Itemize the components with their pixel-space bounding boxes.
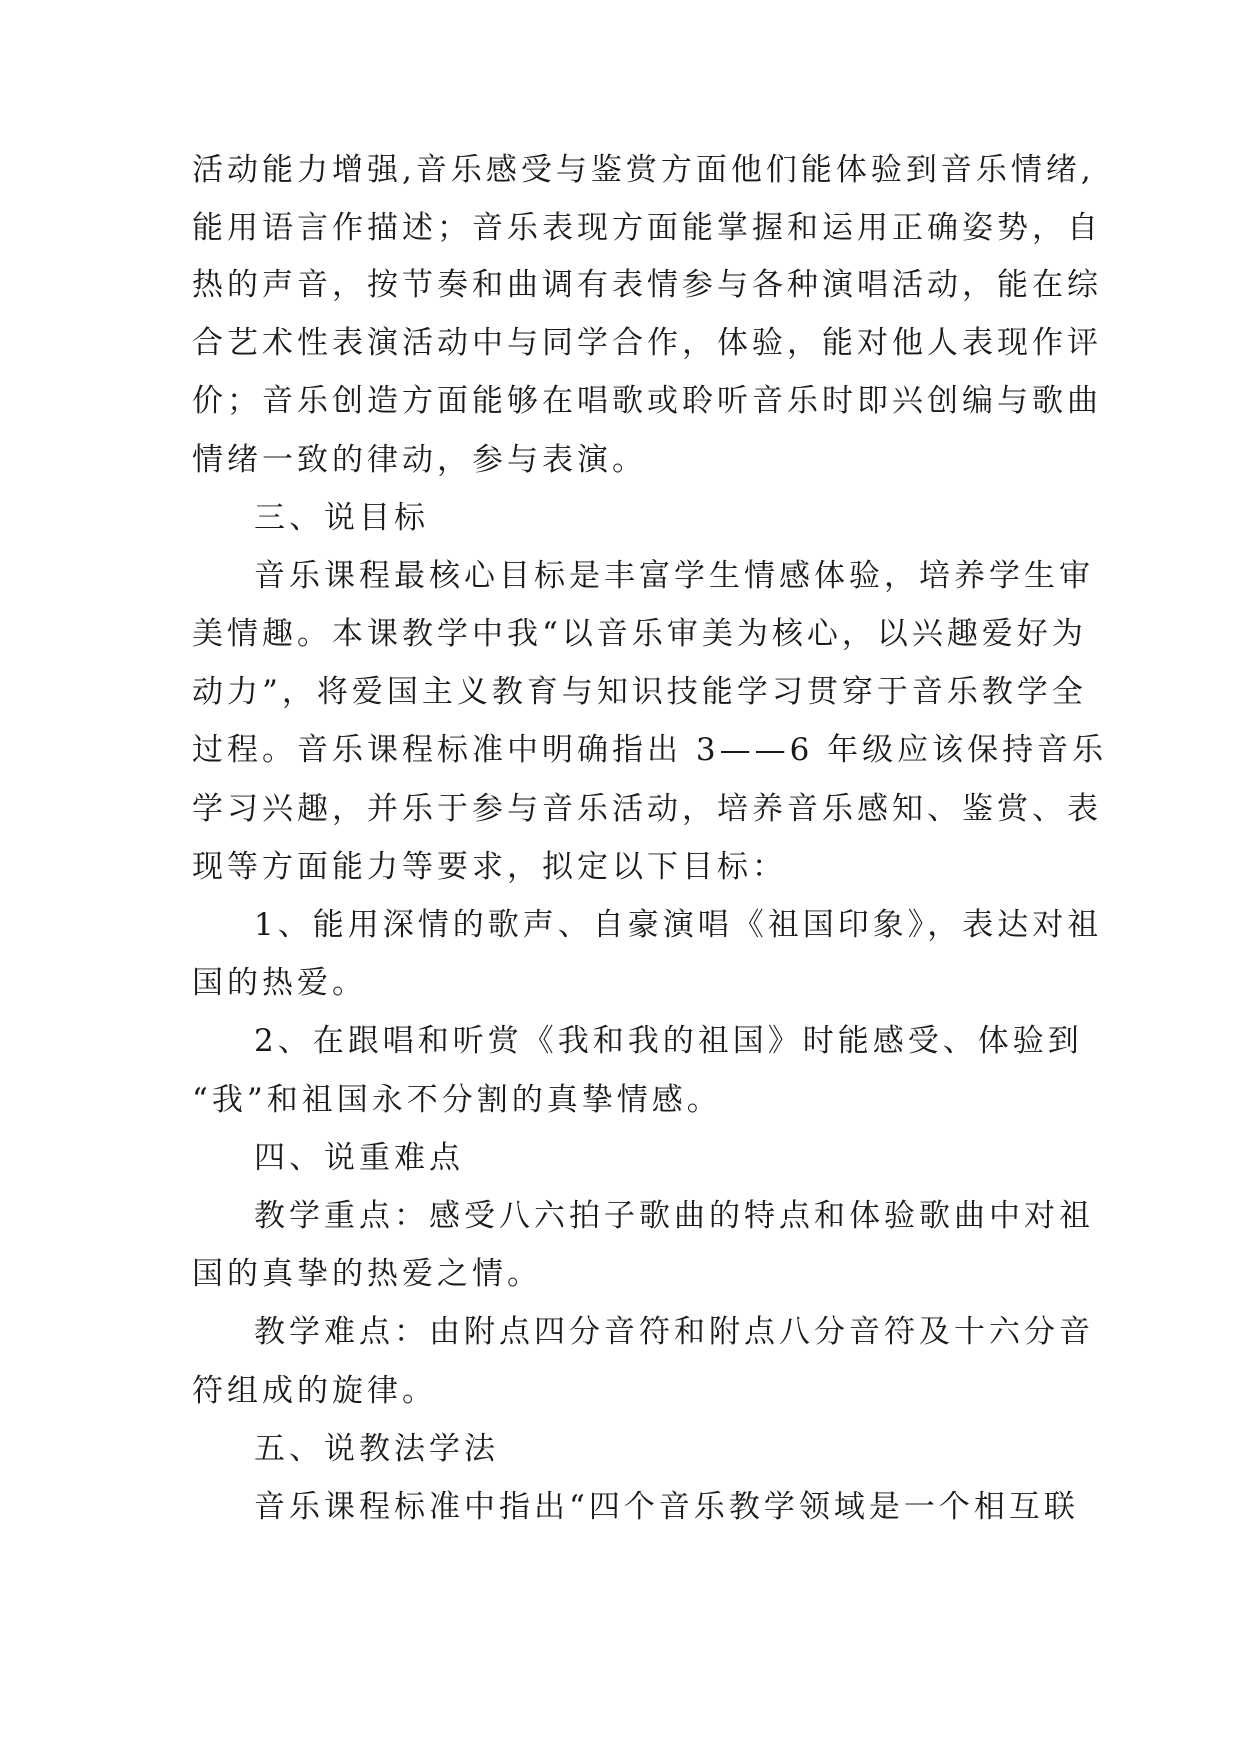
text-line: 教学重点：感受八六拍子歌曲的特点和体验歌曲中对祖	[254, 1198, 1094, 1234]
text-line: 活动能力增强,音乐感受与鉴赏方面他们能体验到音乐情绪,	[192, 152, 1095, 188]
text-line: 国的热爱。	[192, 965, 367, 1001]
text-line: 现等方面能力等要求，拟定以下目标：	[192, 849, 787, 885]
text-line: “我”和祖国永不分割的真挚情感。	[192, 1082, 722, 1118]
text-line: 音乐课程最核心目标是丰富学生情感体验，培养学生审	[254, 558, 1094, 594]
text-line: 音乐课程标准中指出“四个音乐教学领域是一个相互联	[254, 1489, 1079, 1525]
text-line: 符组成的旋律。	[192, 1373, 437, 1409]
text-line: 价；音乐创造方面能够在唱歌或聆听音乐时即兴创编与歌曲	[192, 383, 1102, 419]
text-line: 合艺术性表演活动中与同学合作，体验，能对他人表现作评	[192, 325, 1102, 361]
text-line: 动力”，将爱国主义教育与知识技能学习贯穿于音乐教学全	[192, 674, 1087, 710]
list-item: 1、能用深情的歌声、自豪演唱《祖国印象》，表达对祖	[254, 907, 1103, 943]
section-heading: 三、说目标	[254, 500, 429, 536]
text-line: 学习兴趣，并乐于参与音乐活动，培养音乐感知、鉴赏、表	[192, 791, 1102, 827]
list-item: 2、在跟唱和听赏《我和我的祖国》时能感受、体验到	[254, 1023, 1083, 1059]
section-heading: 四、说重难点	[254, 1140, 464, 1176]
text-line: 美情趣。本课教学中我“以音乐审美为核心，以兴趣爱好为	[192, 616, 1087, 652]
text-line: 热的声音，按节奏和曲调有表情参与各种演唱活动，能在综	[192, 267, 1102, 303]
text-line: 情绪一致的律动，参与表演。	[192, 442, 647, 478]
text-line: 能用语言作描述；音乐表现方面能掌握和运用正确姿势，自	[192, 210, 1102, 246]
text-line: 教学难点：由附点四分音符和附点八分音符及十六分音	[254, 1314, 1094, 1350]
section-heading: 五、说教法学法	[254, 1431, 499, 1467]
text-line: 国的真挚的热爱之情。	[192, 1256, 542, 1292]
text-line: 过程。音乐课程标准中明确指出 3——6 年级应该保持音乐	[192, 732, 1108, 768]
